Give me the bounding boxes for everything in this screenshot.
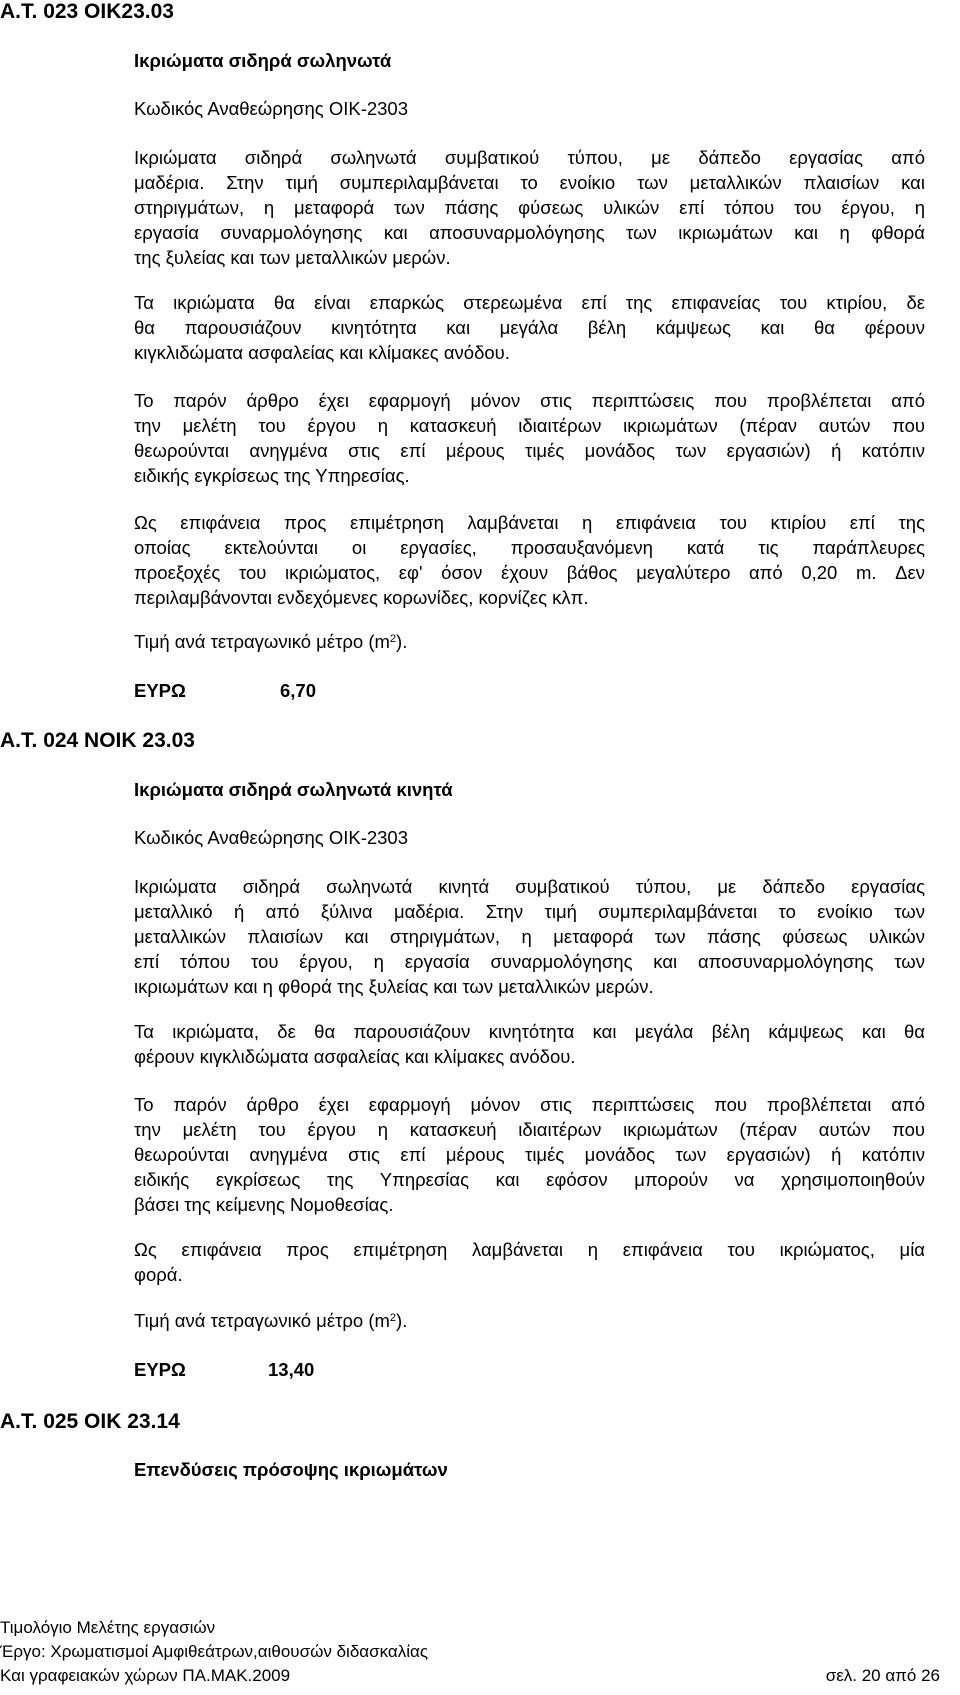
paragraph-023-1: Ικριώματα σιδηρά σωληνωτά συμβατικού τύπου, με δάπεδο εργασίας από μαδέρια. Στην τιμή συμπεριλαμβάνεται το ενοίκιο των μεταλλικών πλαισίων και στηριγμάτων, η μεταφορά των πάσης φύσεως υλικών επί τόπου του έργου, η εργασία συναρμολόγησης και αποσυναρμολόγησης των ικριωμάτων και η φθορά της ξυλείας και των μεταλλικών μερών. xyxy=(134,147,925,268)
article-code-025: Α.Τ. 025 ΟΙΚ 23.14 xyxy=(0,1410,180,1433)
article-title-023: Ικριώματα σιδηρά σωληνωτά xyxy=(134,50,392,71)
page-number: σελ. 20 από 26 xyxy=(825,1666,940,1685)
paragraph-024-2: Τα ικριώματα, δε θα παρουσιάζουν κινητότητα και μεγάλα βέλη κάμψεως και θα φέρουν κιγκλιδώματα ασφαλείας και κλίμακες ανόδου. xyxy=(134,1021,925,1067)
revision-code-023: Κωδικός Αναθεώρησης ΟΙΚ-2303 xyxy=(134,98,409,119)
currency-023: ΕΥΡΩ xyxy=(134,680,186,701)
paragraph-024-1: Ικριώματα σιδηρά σωληνωτά κινητά συμβατικού τύπου, με δάπεδο εργασίας μεταλλικό ή από ξύλινα μαδέρια. Στην τιμή συμπεριλαμβάνεται το ενοίκιο των μεταλλικών πλαισίων και στηριγμάτων, η μεταφορά των πάσης φύσεως υλικών επί τόπου του έργου, η εργασία συναρμολόγησης και αποσυναρμολόγησης των ικριωμάτων και η φθορά της ξυλείας και των μεταλλικών μερών. xyxy=(134,876,925,997)
price-023: 6,70 xyxy=(280,680,317,701)
footer-line-1: Τιμολόγιο Μελέτης εργασιών xyxy=(0,1618,216,1637)
article-title-024: Ικριώματα σιδηρά σωληνωτά κινητά xyxy=(134,779,453,800)
unit-price-label-023: Τιμή ανά τετραγωνικό μέτρο $(m^2)$. xyxy=(134,631,408,652)
paragraph-023-4: Ως επιφάνεια προς επιμέτρηση λαμβάνεται η επιφάνεια του κτιρίου επί της οποίας εκτελούνται οι εργασίες, προσαυξανόμενη κατά τις παράπλευρες προεξοχές του ικριώματος, εφ' όσον έχουν βάθος μεγαλύτερο από 0,20 m. Δεν περιλαμβάνονται ενδεχόμενες κορωνίδες, κορνίζες κλπ. xyxy=(134,512,925,608)
footer-line-2: Έργο: Χρωματισμοί Αμφιθεάτρων,αιθουσών διδασκαλίας xyxy=(0,1642,429,1661)
paragraph-023-3: Το παρόν άρθρο έχει εφαρμογή μόνον στις περιπτώσεις που προβλέπεται από την μελέτη του έργου η κατασκευή ιδιαιτέρων ικριωμάτων (πέραν αυτών που θεωρούνται ανηγμένα στις επί μέρους τιμές μονάδος των εργασιών) ή κατόπιν ειδικής εγκρίσεως της Υπηρεσίας. xyxy=(134,390,925,486)
revision-code-024: Κωδικός Αναθεώρησης ΟΙΚ-2303 xyxy=(134,827,409,848)
paragraph-024-4: Ως επιφάνεια προς επιμέτρηση λαμβάνεται η επιφάνεια του ικριώματος, μία φορά. xyxy=(134,1239,925,1285)
article-code-023: Α.Τ. 023 ΟΙΚ23.03 xyxy=(0,0,174,23)
paragraph-024-3: Το παρόν άρθρο έχει εφαρμογή μόνον στις περιπτώσεις που προβλέπεται από την μελέτη του έργου η κατασκευή ιδιαιτέρων ικριωμάτων (πέραν αυτών που θεωρούνται ανηγμένα στις επί μέρους τιμές μονάδος των εργασιών) ή κατόπιν ειδικής εγκρίσεως της Υπηρεσίας και εφόσον μπορούν να χρησιμοποιηθούν βάσει της κείμενης Νομοθεσίας. xyxy=(134,1094,925,1215)
article-title-025: Επενδύσεις πρόσοψης ικριωμάτων xyxy=(134,1459,448,1480)
article-code-024: Α.Τ. 024 ΝΟΙΚ 23.03 xyxy=(0,729,195,752)
price-024: 13,40 xyxy=(268,1359,315,1380)
unit-price-label-024: Τιμή ανά τετραγωνικό μέτρο $(m^2)$. xyxy=(134,1310,408,1331)
footer-line-3: Και γραφειακών χώρων ΠΑ.ΜΑΚ.2009 xyxy=(0,1666,291,1685)
paragraph-023-2: Τα ικριώματα θα είναι επαρκώς στερεωμένα επί της επιφανείας του κτιρίου, δε θα παρουσιάζουν κινητότητα και μεγάλα βέλη κάμψεως και θα φέρουν κιγκλιδώματα ασφαλείας και κλίμακες ανόδου. xyxy=(134,292,925,363)
currency-024: ΕΥΡΩ xyxy=(134,1359,186,1380)
